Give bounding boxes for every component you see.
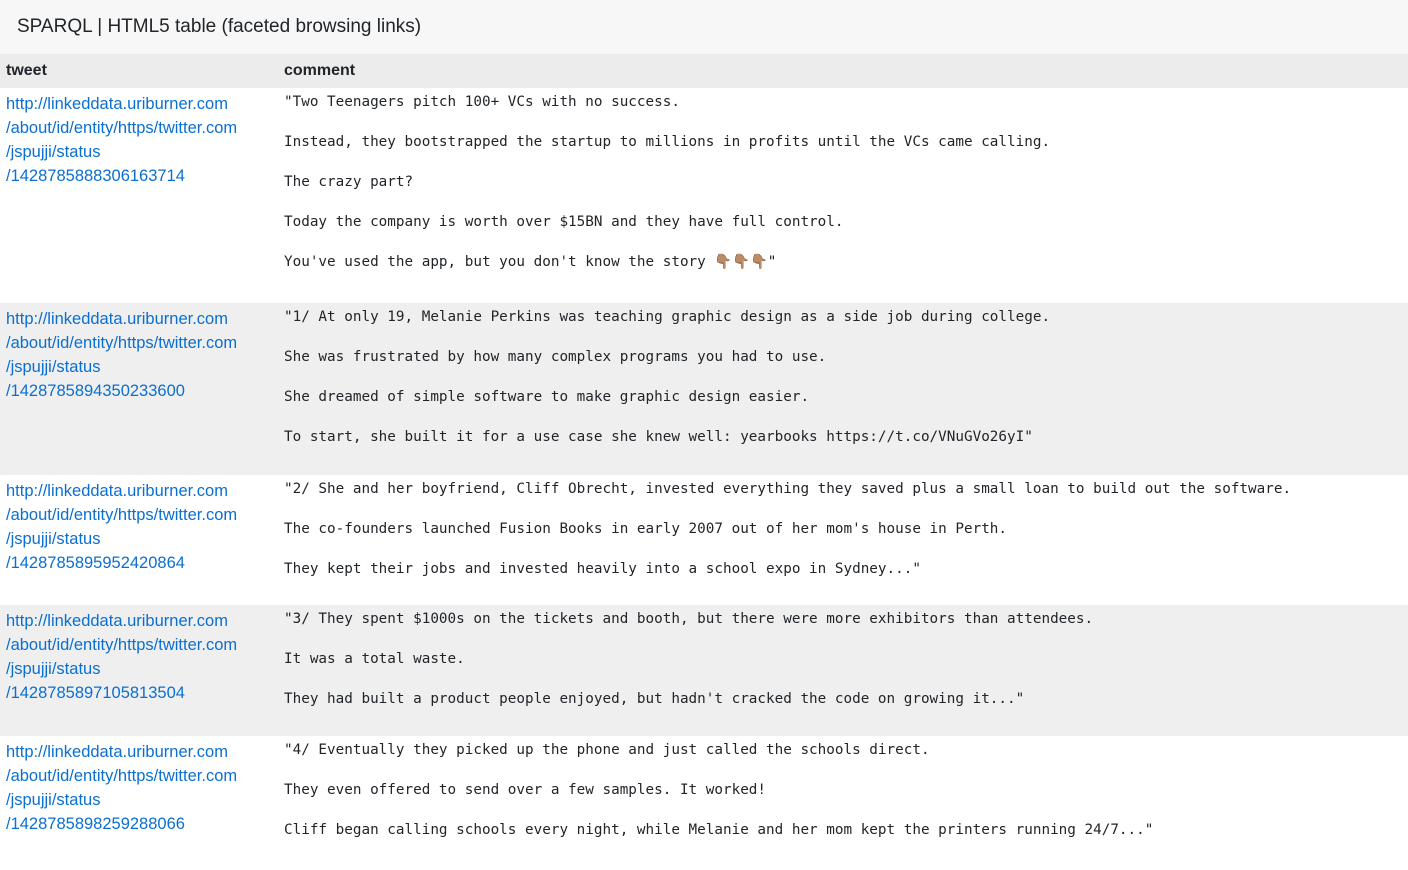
table-row (0, 475, 1408, 605)
comment-cell: "2/ She and her boyfriend, Cliff Obrecht, invested everything they saved plus a small loan to build out the software. The co-founders launched Fusion Books in early 2007 out of her mom's house in Perth. They kept their jobs and invested heavily into a school expo in Sydney..." (278, 475, 1408, 605)
tweet-link-part: /1428785897105813504 (6, 684, 185, 702)
tweet-link-part: /1428785894350233600 (6, 382, 185, 400)
tweet-cell (0, 475, 278, 605)
tweet-link-part: /about/id/entity/https/twitter.com (6, 119, 238, 137)
tweet-link-part: /about/id/entity/https/twitter.com (6, 334, 238, 352)
table-row (0, 605, 1408, 736)
table-body (0, 88, 1408, 867)
tweet-link-part: http://linkeddata.uriburner.com (6, 743, 228, 761)
tweet-link-part: /jspujji/status (6, 660, 101, 678)
tweet-link-part: /jspujji/status (6, 791, 101, 809)
column-header-comment[interactable]: comment (278, 54, 1408, 88)
tweet-link[interactable] (6, 740, 272, 836)
tweet-link-part: /jspujji/status (6, 143, 101, 161)
tweet-link-part: /1428785888306163714 (6, 167, 185, 185)
header-row (0, 54, 1408, 88)
tweet-cell (0, 88, 278, 303)
tweet-link-part: /about/id/entity/https/twitter.com (6, 767, 238, 785)
tweet-link-part: /about/id/entity/https/twitter.com (6, 506, 238, 524)
tweet-link[interactable] (6, 307, 272, 403)
table-row (0, 88, 1408, 303)
tweet-link-part: http://linkeddata.uriburner.com (6, 95, 228, 113)
comment-cell: "Two Teenagers pitch 100+ VCs with no success. Instead, they bootstrapped the startup to millions in profits until the VCs came calling. The crazy part? Today the company is worth over $15BN and they have full control. You've used the app, but you don't know the story 👇🏽👇🏽👇🏽" (278, 88, 1408, 303)
page-title: SPARQL | HTML5 table (faceted browsing links) (0, 0, 1408, 54)
tweet-cell (0, 605, 278, 736)
tweet-link-part: /about/id/entity/https/twitter.com (6, 636, 238, 654)
table-row (0, 303, 1408, 475)
tweet-link[interactable] (6, 479, 272, 575)
comment-cell: "3/ They spent $1000s on the tickets and booth, but there were more exhibitors than attendees. It was a total waste. They had built a product people enjoyed, but hadn't cracked the code on growing it..." (278, 605, 1408, 736)
results-table (0, 54, 1408, 867)
comment-cell: "1/ At only 19, Melanie Perkins was teaching graphic design as a side job during college. She was frustrated by how many complex programs you had to use. She dreamed of simple software to make graphic design easier. To start, she built it for a use case she knew well: yearbooks https://t.co/VNuGVo26yI" (278, 303, 1408, 475)
tweet-link-part: http://linkeddata.uriburner.com (6, 310, 228, 328)
column-header-tweet[interactable]: tweet (0, 54, 278, 88)
tweet-link-part: http://linkeddata.uriburner.com (6, 482, 228, 500)
tweet-link[interactable] (6, 609, 272, 705)
tweet-cell (0, 303, 278, 475)
tweet-link-part: /1428785895952420864 (6, 554, 185, 572)
tweet-cell (0, 736, 278, 867)
comment-cell: "4/ Eventually they picked up the phone and just called the schools direct. They even offered to send over a few samples. It worked! Cliff began calling schools every night, while Melanie and her mom kept the printers running 24/7..." (278, 736, 1408, 867)
tweet-link-part: /jspujji/status (6, 358, 101, 376)
tweet-link[interactable] (6, 92, 272, 188)
tweet-link-part: /1428785898259288066 (6, 815, 185, 833)
table-row (0, 736, 1408, 867)
tweet-link-part: http://linkeddata.uriburner.com (6, 612, 228, 630)
tweet-link-part: /jspujji/status (6, 530, 101, 548)
table-header (0, 54, 1408, 88)
